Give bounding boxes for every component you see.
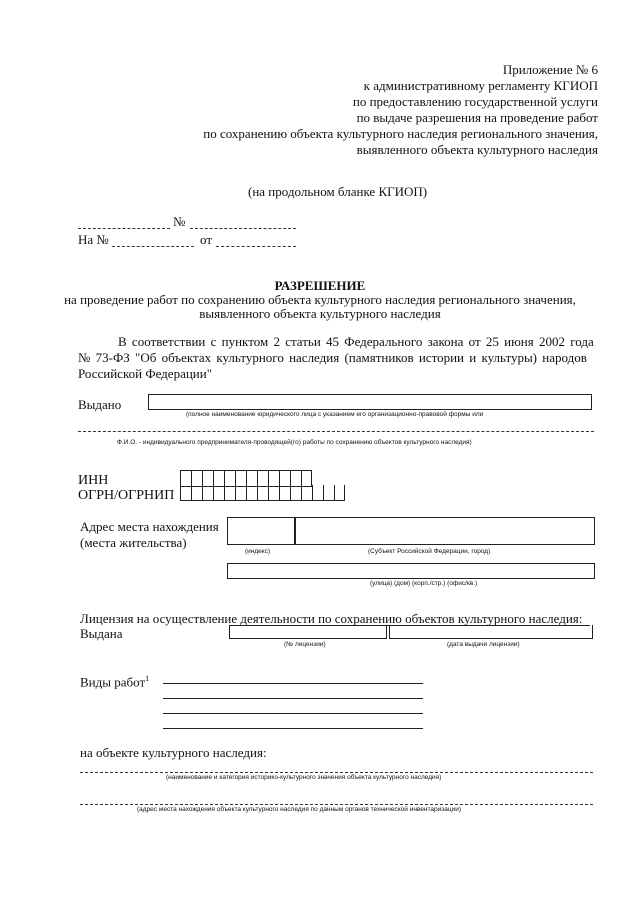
inn-digit-cell[interactable]	[257, 471, 268, 486]
outgoing-number-field[interactable]	[78, 228, 170, 229]
appendix-line: к административному регламенту КГИОП	[363, 78, 598, 93]
object-label: на объекте культурного наследия:	[80, 745, 267, 760]
address-index-field[interactable]	[227, 517, 295, 545]
reference-number-field[interactable]	[112, 246, 194, 247]
ogrn-digit-cell[interactable]	[257, 485, 268, 500]
appendix-line: по выдаче разрешения на проведение работ	[356, 110, 598, 125]
issued-to-field[interactable]	[148, 394, 592, 410]
index-hint: (индекс)	[245, 548, 271, 555]
na-number-label: На №	[78, 232, 109, 247]
address-label: Адрес места нахождения	[80, 519, 219, 534]
ogrn-digit-cell[interactable]	[334, 485, 345, 500]
works-line[interactable]	[163, 683, 423, 684]
issued-hint: (полное наименование юридического лица с указанием его организационно-правовой формы или	[186, 411, 484, 418]
issued-hint: Ф.И.О. - индивидуального предпринимателя-проводящей(го) работы по сохранению объектов культурного наследия)	[117, 439, 472, 446]
ogrn-digit-cell[interactable]	[246, 485, 257, 500]
license-number-hint: (№ лицензии)	[284, 641, 326, 648]
inn-digit-cell[interactable]	[290, 471, 301, 486]
ogrn-digit-cell[interactable]	[235, 485, 246, 500]
inn-digit-cell[interactable]	[180, 471, 191, 486]
inn-digit-cell[interactable]	[301, 471, 312, 486]
issued-continuation-field[interactable]	[78, 431, 594, 432]
works-line[interactable]	[163, 713, 423, 714]
basis-line: В соответствии с пунктом 2 статьи 45 Федерального закона от 25 июня 2002 года	[118, 334, 594, 349]
works-line[interactable]	[163, 728, 423, 729]
ogrn-digit-cell[interactable]	[191, 485, 202, 500]
ogrn-digit-cell[interactable]	[268, 485, 279, 500]
reference-date-field[interactable]	[216, 246, 296, 247]
inn-digit-cell[interactable]	[246, 471, 257, 486]
document-subtitle: выявленного объекта культурного наследия	[199, 306, 441, 321]
inn-digit-cell[interactable]	[224, 471, 235, 486]
object-address-hint: (адрес места нахождения объекта культурного наследия по данным органов технической инвентаризации)	[137, 806, 462, 813]
appendix-line: Приложение № 6	[502, 62, 598, 77]
license-issued-label: Выдана	[80, 626, 123, 641]
works-footnote: 1	[145, 674, 150, 683]
blank-note: (на продольном бланке КГИОП)	[248, 184, 428, 199]
works-label-text: Виды работ	[80, 674, 146, 690]
license-date-hint: (дата выдачи лицензии)	[447, 641, 520, 648]
works-label	[80, 671, 149, 689]
inn-digit-cell[interactable]	[235, 471, 246, 486]
ogrn-label: ОГРН/ОГРНИП	[78, 488, 175, 503]
ogrn-digit-cell[interactable]	[279, 485, 290, 500]
ogrn-digit-cell[interactable]	[301, 485, 312, 500]
ogrn-digit-cell[interactable]	[202, 485, 213, 500]
inn-digit-cell[interactable]	[279, 471, 290, 486]
document-title: РАЗРЕШЕНИЕ	[274, 278, 366, 293]
inn-digit-cell[interactable]	[213, 471, 224, 486]
ogrn-cells[interactable]	[180, 485, 345, 501]
address-label: (места жительства)	[80, 535, 187, 550]
ogrn-digit-cell[interactable]	[180, 485, 191, 500]
issued-label: Выдано	[78, 397, 122, 412]
basis-line: Российской Федерации"	[78, 366, 213, 381]
address-subject-field[interactable]	[295, 517, 595, 545]
ogrn-digit-cell[interactable]	[213, 485, 224, 500]
inn-digit-cell[interactable]	[191, 471, 202, 486]
inn-digit-cell[interactable]	[202, 471, 213, 486]
object-name-hint: (наименование и категория историко-культурного значения объекта культурного наследия)	[166, 774, 442, 781]
appendix-line: выявленного объекта культурного наследия	[356, 142, 598, 157]
object-address-field[interactable]	[80, 804, 593, 805]
works-line[interactable]	[163, 698, 423, 699]
inn-label: ИНН	[78, 473, 109, 488]
inn-digit-cell[interactable]	[268, 471, 279, 486]
license-number-field[interactable]	[229, 625, 387, 639]
license-heading: Лицензия на осуществление деятельности по сохранению объектов культурного наследия:	[80, 611, 583, 626]
appendix-line: по предоставлению государственной услуги	[352, 94, 598, 109]
outgoing-date-field[interactable]	[190, 228, 296, 229]
ogrn-digit-cell[interactable]	[290, 485, 301, 500]
street-hint: (улица) (дом) (корп./стр.) (офис/кв.)	[370, 580, 478, 587]
appendix-line: по сохранению объекта культурного наследия регионального значения,	[203, 126, 598, 141]
basis-line: № 73-ФЗ "Об объектах культурного наследия (памятников истории и культуры) народов	[78, 350, 587, 365]
ogrn-digit-cell[interactable]	[323, 485, 334, 500]
ogrn-digit-cell[interactable]	[312, 485, 323, 500]
subject-hint: (Субъект Российской Федерации, город)	[368, 548, 491, 555]
object-name-field[interactable]	[80, 772, 593, 773]
license-date-field[interactable]	[389, 625, 593, 639]
ogrn-digit-cell[interactable]	[224, 485, 235, 500]
number-label: №	[173, 214, 186, 229]
address-street-field[interactable]	[227, 563, 595, 579]
ot-label: от	[200, 232, 213, 247]
document-subtitle: на проведение работ по сохранению объекта культурного наследия регионального значения,	[64, 292, 576, 307]
